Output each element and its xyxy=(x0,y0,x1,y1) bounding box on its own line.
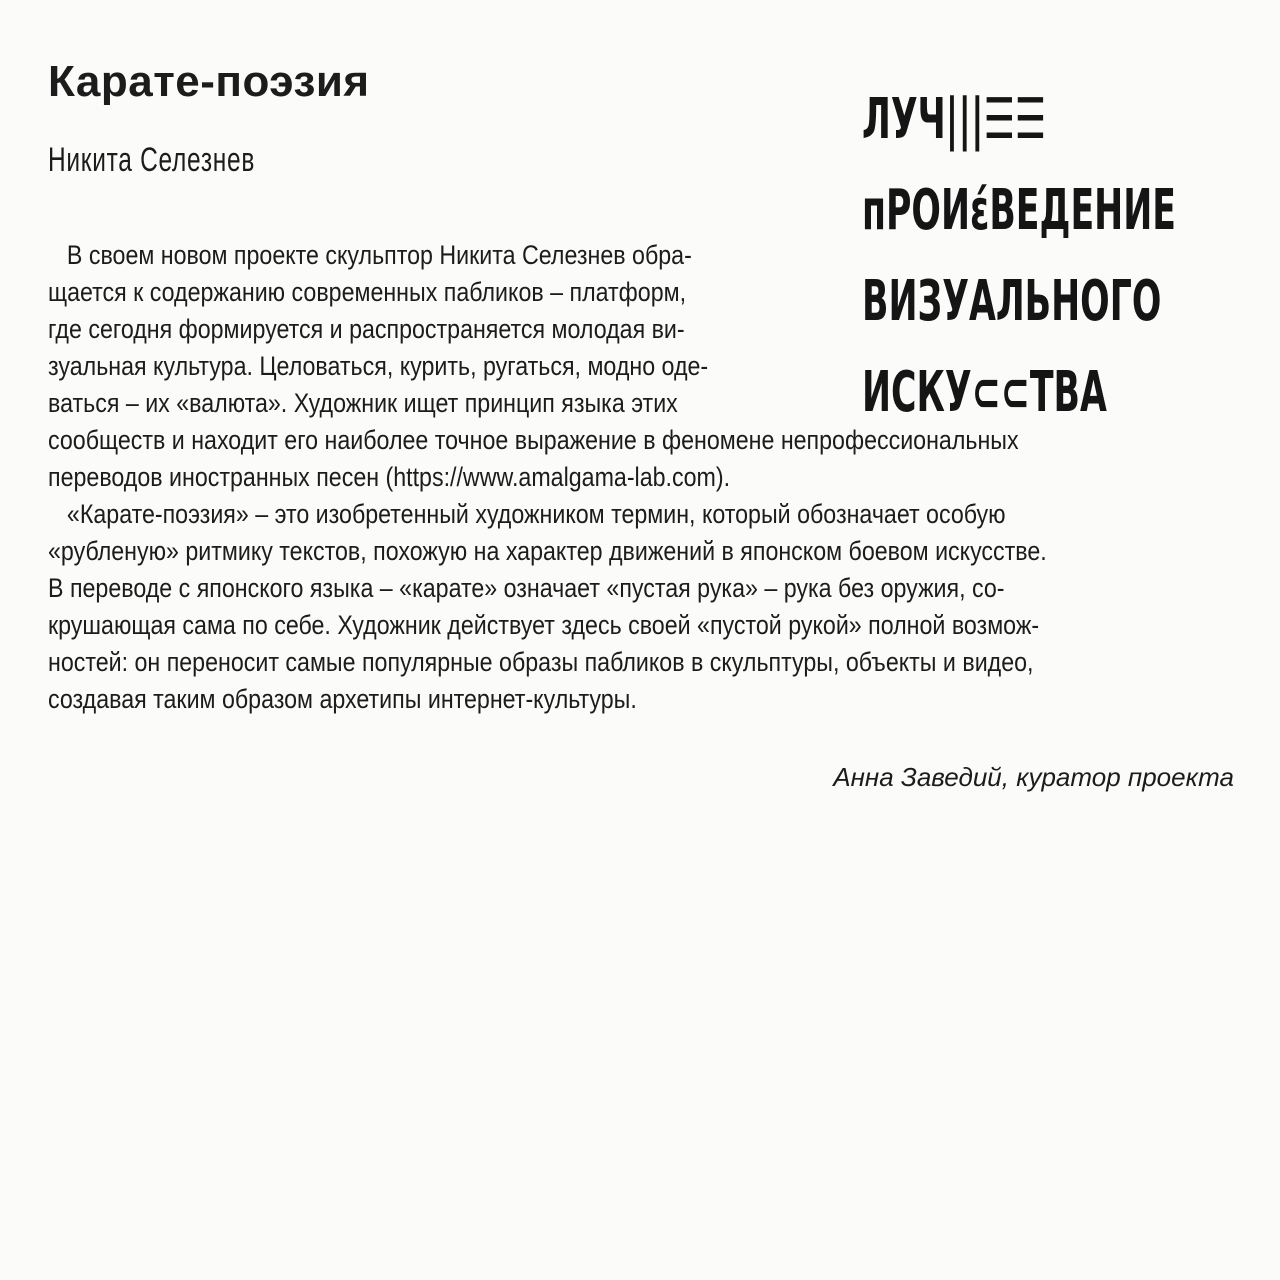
text-line: В переводе с японского языка – «карате» означает «пустая рука» – рука без оружия, со- xyxy=(48,573,1005,603)
text-line: где сегодня формируется и распространяется молодая ви- xyxy=(48,314,685,344)
text-line: крушающая сама по себе. Художник действует здесь своей «пустой рукой» полной возмож- xyxy=(48,610,1040,640)
paragraph xyxy=(48,496,1209,718)
paragraph xyxy=(48,237,1209,496)
text-line: зуальная культура. Целоваться, курить, ругаться, модно оде- xyxy=(48,351,709,381)
text-line: ностей: он переносит самые популярные образы пабликов в скульптуры, объекты и видео, xyxy=(48,647,1034,677)
logo-line: ЛУЧ|||☰☰ xyxy=(862,87,1046,152)
text-line: щается к содержанию современных пабликов – платформ, xyxy=(48,277,687,307)
text-line: создавая таким образом архетипы интернет-культуры. xyxy=(48,684,637,714)
curator-signature: Анна Заведий, куратор проекта xyxy=(833,762,1234,792)
text-line: «рубленую» ритмику текстов, похожую на характер движений в японском боевом искусстве. xyxy=(48,536,1047,566)
text-line-with-link: переводов иностранных песен (https://www.amalgama-lab.com). xyxy=(48,462,731,492)
logo-line: ВИЗУАЛЬНОГО xyxy=(862,269,1162,334)
text-line: сообществ и находит его наиболее точное выражение в феномене непрофессиональных xyxy=(48,425,1019,455)
text-line: В своем новом проекте скульптор Никита Селезнев обра- xyxy=(66,240,692,270)
page-title: Карате-поэзия xyxy=(48,57,370,106)
article-body xyxy=(48,237,1209,718)
artist-name: Никита Селезнев xyxy=(48,141,256,179)
logo-line: ИСКУ⊂⊂ТВА xyxy=(862,360,1107,425)
logo-line: пРОИέВЕДЕНИЕ xyxy=(862,178,1176,243)
text-line: «Карате-поэзия» – это изобретенный художником термин, который обозначает особую xyxy=(66,499,1006,529)
text-line: ваться – их «валюта». Художник ищет принцип языка этих xyxy=(48,388,678,418)
